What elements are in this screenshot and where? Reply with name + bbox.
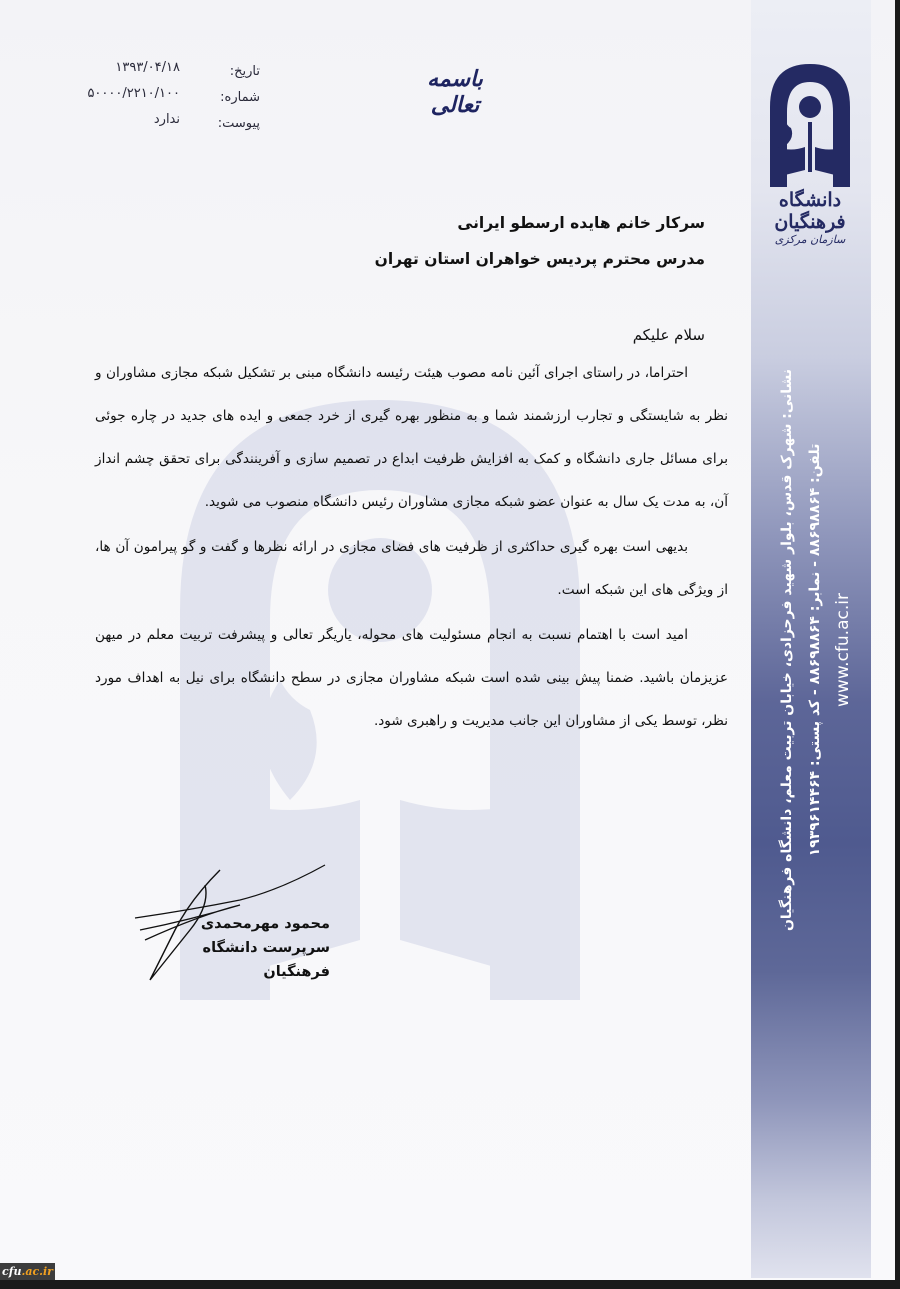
recipient-block — [375, 205, 705, 277]
letter-meta — [60, 60, 260, 138]
number-label: شماره: — [220, 90, 260, 105]
signatory — [140, 912, 330, 984]
signatory-name: محمود مهرمحمدی — [200, 916, 330, 932]
university-logo — [760, 62, 860, 252]
body-paragraph: احتراما، در راستای اجرای آئین نامه مصوب هیئت رئیسه دانشگاه مبنی بر تشکیل شبکه مجازی مشاوران و نظر به شایستگی و تجارب ارزشمند شما و به منظور بهره گیری از خرد جمعی و ایده های جدید در چاره جوئی برای مسائل جاری دانشگاه و کمک به افزایش ظرفیت ابداع در تصمیم سازی و آفرینندگی برای تحقق چشم انداز آن، به مدت یک سال به عنوان عضو شبکه مجازی مشاوران رئیس دانشگاه منصوب می شوید. — [95, 365, 728, 510]
meta-number-row — [60, 86, 260, 112]
letter-body — [95, 352, 728, 745]
body-paragraph: امید است با اهتمام نسبت به انجام مسئولیت های محوله، یاریگر تعالی و پیشرفت تربیت معلم در میهن عزیزمان باشید. ضمنا پیش بینی شده است شبکه مشاوران مجازی در سطح دانشگاه برای نیل به اهداف مورد نظر، توسط یکی از مشاوران این جانب مدیریت و راهبری شود. — [95, 627, 728, 729]
recipient-position: مدرس محترم پردیس خواهران استان تهران — [374, 250, 705, 268]
university-logo-icon — [765, 62, 855, 187]
date-value: ۱۳۹۳/۰۴/۱۸ — [115, 60, 180, 75]
meta-attachment-row — [60, 112, 260, 138]
website-link[interactable]: www.cfu.ac.ir — [833, 593, 853, 707]
badge-part1: cfu — [2, 1265, 22, 1278]
date-label: تاریخ: — [229, 64, 260, 79]
contact-info — [770, 300, 860, 1000]
address-text: نشانی: شهرک قدس، بلوار شهید فرحزادی، خیابان تربیت معلم، دانشگاه فرهنگیان — [779, 368, 795, 932]
greeting: سلام علیکم — [632, 326, 705, 344]
number-value: ۵۰۰۰۰/۲۲۱۰/۱۰۰ — [87, 86, 180, 101]
source-watermark-badge — [0, 1263, 55, 1280]
logo-name: دانشگاه فرهنگیان — [774, 189, 846, 233]
attachment-value: ندارد — [153, 112, 180, 127]
signature-block — [130, 860, 350, 990]
badge-part2: .ac.ir — [21, 1265, 53, 1278]
logo-subtitle: سازمان مرکزی — [774, 233, 846, 246]
phone-text: تلفن: ۸۸۶۹۸۸۶۴ - نمابر: ۸۸۶۹۸۸۶۴ - کد پستی: ۱۹۳۹۶۱۴۴۶۴ — [807, 443, 823, 857]
attachment-label: پیوست: — [217, 116, 260, 131]
signatory-title: سرپرست دانشگاه فرهنگیان — [202, 940, 330, 980]
meta-date-row — [60, 60, 260, 86]
invocation-heading: باسمه تعالی — [427, 66, 483, 118]
recipient-name: سرکار خانم هایده ارسطو ایرانی — [457, 214, 705, 232]
body-paragraph: بدیهی است بهره گیری حداکثری از ظرفیت های فضای مجازی در ارائه نظرها و گفت و گو پیرامون آن ها، از ویژگی های این شبکه است. — [95, 539, 728, 598]
